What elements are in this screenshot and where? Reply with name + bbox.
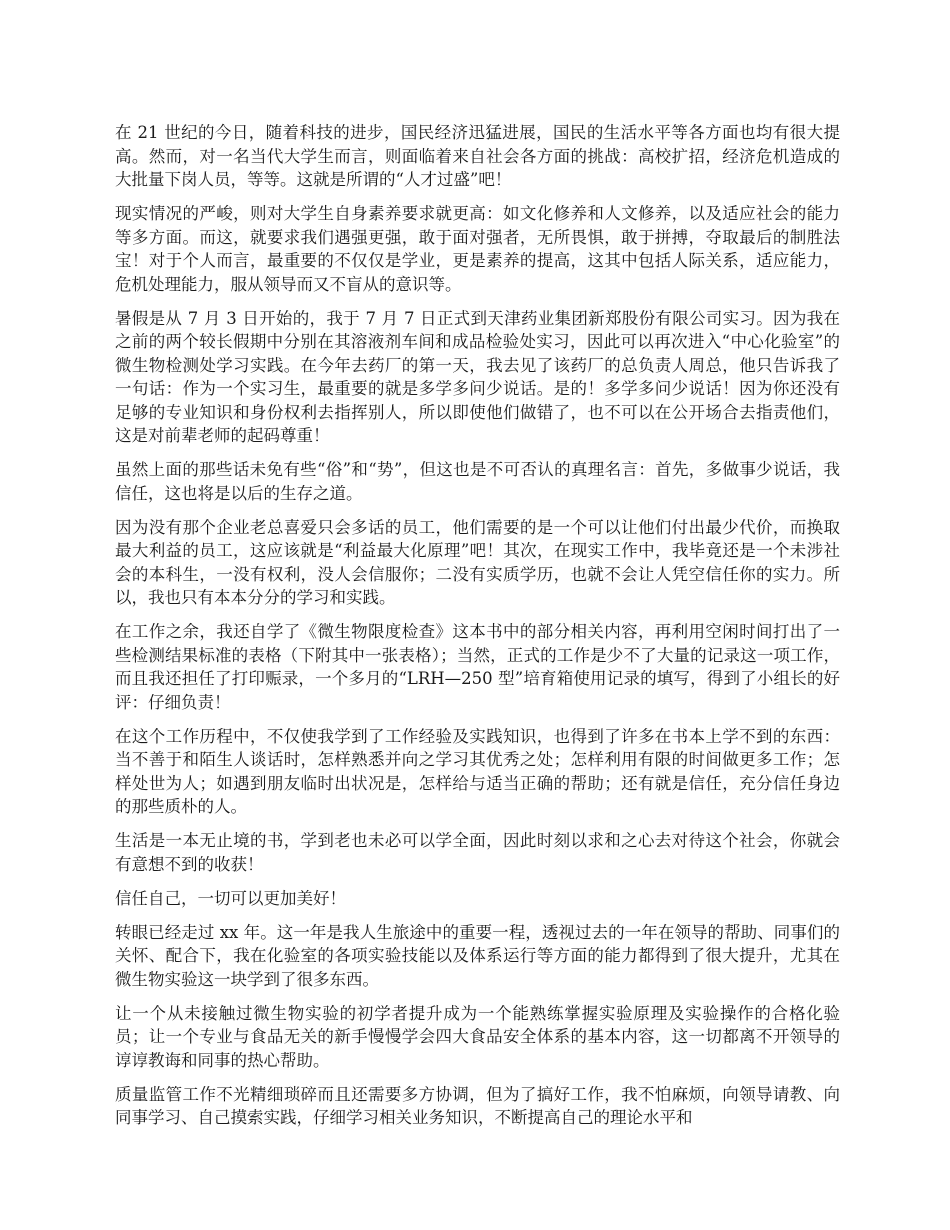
paragraph: 现实情况的严峻，则对大学生自身素养要求就更高：如文化修养和人文修养，以及适应社会的能力等多方面。而这，就要求我们遇强更强，敢于面对强者，无所畏惧，敢于拼搏，夺取最后的制胜法宝！对于个人而言，最重要的不仅仅是学业，更是素养的提高，这其中包括人际关系，适应能力，危机处理能力，服从领导而又不盲从的意识等。 <box>115 204 840 294</box>
paragraph: 转眼已经走过 xx 年。这一年是我人生旅途中的重要一程，透视过去的一年在领导的帮助、同事们的关怀、配合下，我在化验室的各项实验技能以及体系运行等方面的能力都得到了很大提升，尤其在微生物实验这一块学到了很多东西。 <box>115 922 840 989</box>
paragraph: 在这个工作历程中，不仅使我学到了工作经验及实践知识，也得到了许多在书本上学不到的东西：当不善于和陌生人谈话时，怎样熟悉并向之学习其优秀之处；怎样利用有限的时间做更多工作；怎样处世为人；如遇到朋友临时出状况是，怎样给与适当正确的帮助；还有就是信任，充分信任身边的那些质朴的人。 <box>115 726 840 816</box>
paragraph: 信任自己，一切可以更加美好！ <box>115 888 346 908</box>
paragraph: 在 21 世纪的今日，随着科技的进步，国民经济迅猛进展，国民的生活水平等各方面也均有很大提高。然而，对一名当代大学生而言，则面临着来自社会各方面的挑战：高校扩招，经济危机造成的大批量下岗人员，等等。这就是所谓的“人才过盛”吧！ <box>115 123 840 189</box>
paragraph: 让一个从未接触过微生物实验的初学者提升成为一个能熟练掌握实验原理及实验操作的合格化验员；让一个专业与食品无关的新手慢慢学会四大食品安全体系的基本内容，这一切都离不开领导的谆谆教诲和同事的热心帮助。 <box>115 1003 840 1070</box>
paragraph: 虽然上面的那些话未免有些“俗”和“势”，但这也是不可否认的真理名言：首先，多做事少说话，我信任，这也将是以后的生存之道。 <box>115 460 840 503</box>
document-body <box>115 121 840 1140</box>
paragraph: 在工作之余，我还自学了《微生物限度检查》这本书中的部分相关内容，再利用空闲时间打出了一些检测结果标准的表格（下附其中一张表格）；当然，正式的工作是少不了大量的记录这一项工作，而且我还担任了打印赈录，一个多月的“LRH—250 型”培育箱使用记录的填写，得到了小组长的好评：仔细负责！ <box>115 622 840 712</box>
paragraph: 因为没有那个企业老总喜爱只会多话的员工，他们需要的是一个可以让他们付出最少代价，而换取最大利益的员工，这应该就是“利益最大化原理”吧！其次，在现实工作中，我毕竟还是一个未涉社会的本科生，一没有权利，没人会信服你；二没有实质学历，也就不会让人凭空信任你的实力。所以，我也只有本本分分的学习和实践。 <box>115 517 840 607</box>
paragraph: 生活是一本无止境的书，学到老也未必可以学全面，因此时刻以求和之心去对待这个社会，你就会有意想不到的收获！ <box>115 831 840 874</box>
paragraph: 暑假是从 7 月 3 日开始的，我于 7 月 7 日正式到天津药业集团新郑股份有限公司实习。因为我在之前的两个较长假期中分别在其溶液剂车间和成品检验处实习，因此可以再次进入“中心化验室”的微生物检测处学习实践。在今年去药厂的第一天，我去见了该药厂的总负责人周总，他只告诉我了一句话：作为一个实习生，最重要的就是多学多问少说话。是的！多学多问少说话！因为你还没有足够的专业知识和身份权利去指挥别人，所以即使他们做错了，也不可以在公开场合去指责他们，这是对前辈老师的起码尊重！ <box>115 308 840 445</box>
paragraph: 质量监管工作不光精细琐碎而且还需要多方协调，但为了搞好工作，我不怕麻烦，向领导请教、向同事学习、自己摸索实践，仔细学习相关业务知识，不断提高自己的理论水平和 <box>115 1084 840 1127</box>
